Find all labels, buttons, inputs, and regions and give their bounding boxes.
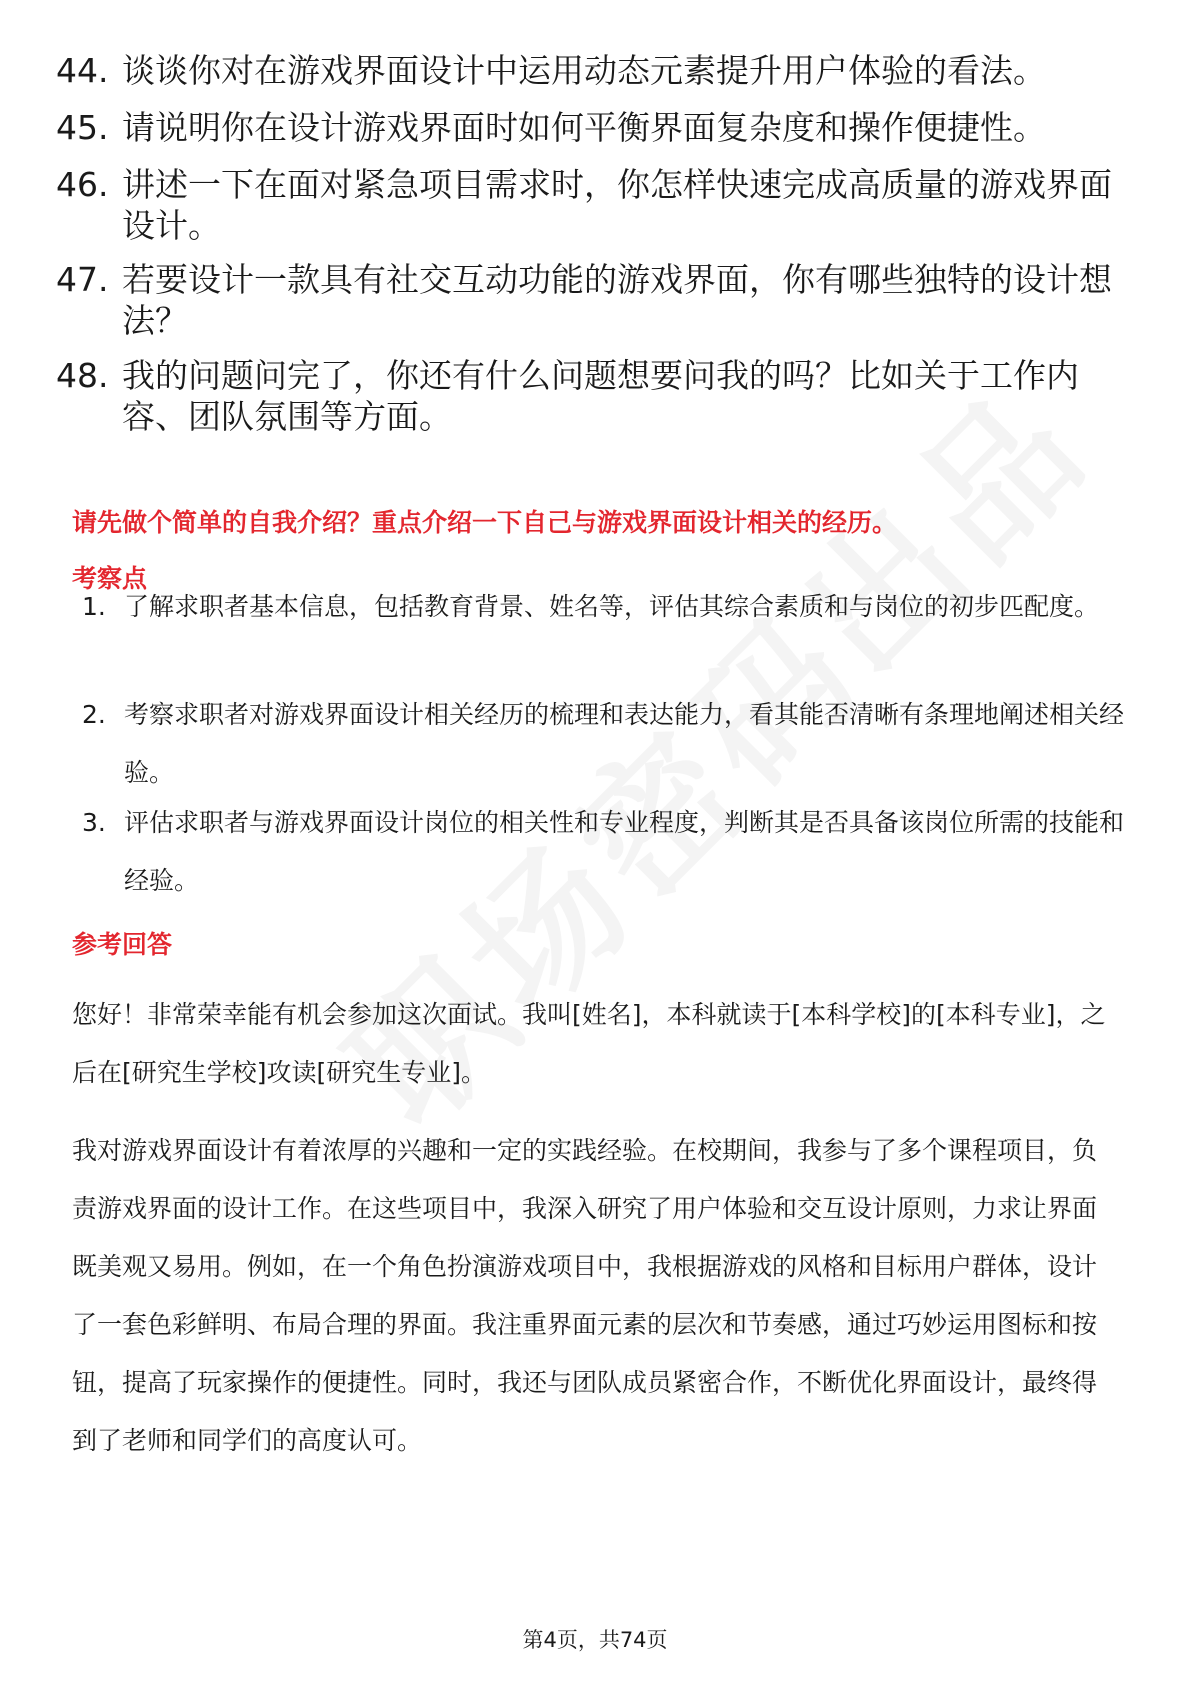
- question-item: [56, 259, 1116, 341]
- page-footer: 第4页，共74页: [522, 1628, 668, 1652]
- answer-paragraph: 您好！非常荣幸能有机会参加这次面试。我叫[姓名]，本科就读于[本科学校]的[本科专业]，之后在[研究生学校]攻读[研究生专业]。: [72, 1000, 1106, 1087]
- examine-section-title: 考察点: [72, 564, 148, 593]
- point-number: 1.: [82, 592, 106, 621]
- point-text: 考察求职者对游戏界面设计相关经历的梳理和表达能力，看其能否清晰有条理地阐述相关经验。: [124, 700, 1125, 787]
- question-text: 谈谈你对在游戏界面设计中运用动态元素提升用户体验的看法。: [122, 51, 1046, 90]
- answer-paragraph: 我对游戏界面设计有着浓厚的兴趣和一定的实践经验。在校期间，我参与了多个课程项目，负责游戏界面的设计工作。在这些项目中，我深入研究了用户体验和交互设计原则，力求让界面既美观又易用。例如，在一个角色扮演游戏项目中，我根据游戏的风格和目标用户群体，设计了一套色彩鲜明、布局合理的界面。我注重界面元素的层次和节奏感，通过巧妙运用图标和按钮，提高了玩家操作的便捷性。同时，我还与团队成员紧密合作，不断优化界面设计，最终得到了老师和同学们的高度认可。: [72, 1136, 1098, 1455]
- question-number: 45.: [56, 108, 109, 147]
- question-item: [56, 355, 1116, 437]
- point-text: 评估求职者与游戏界面设计岗位的相关性和专业程度，判断其是否具备该岗位所需的技能和经验。: [124, 808, 1125, 895]
- examine-point: [82, 794, 1132, 910]
- point-number: 2.: [82, 700, 106, 729]
- question-text: 讲述一下在面对紧急项目需求时，你怎样快速完成高质量的游戏界面设计。: [122, 165, 1112, 245]
- examine-point: [82, 578, 1132, 636]
- answer-section-title: 参考回答: [72, 930, 173, 959]
- question-number: 47.: [56, 260, 109, 299]
- question-text: 若要设计一款具有社交互动功能的游戏界面，你有哪些独特的设计想法？: [122, 260, 1112, 340]
- question-text: 我的问题问完了，你还有什么问题想要问我的吗？比如关于工作内容、团队氛围等方面。: [122, 356, 1079, 436]
- question-headline: 请先做个简单的自我介绍？重点介绍一下自己与游戏界面设计相关的经历。: [72, 508, 898, 537]
- question-item: [56, 107, 1116, 148]
- question-item: [56, 50, 1116, 91]
- question-number: 46.: [56, 165, 109, 204]
- question-item: [56, 164, 1116, 246]
- question-number: 48.: [56, 356, 109, 395]
- point-text: 了解求职者基本信息，包括教育背景、姓名等，评估其综合素质和与岗位的初步匹配度。: [124, 592, 1100, 621]
- point-number: 3.: [82, 808, 106, 837]
- question-text: 请说明你在设计游戏界面时如何平衡界面复杂度和操作便捷性。: [122, 108, 1046, 147]
- examine-point: [82, 686, 1132, 802]
- question-number: 44.: [56, 51, 109, 90]
